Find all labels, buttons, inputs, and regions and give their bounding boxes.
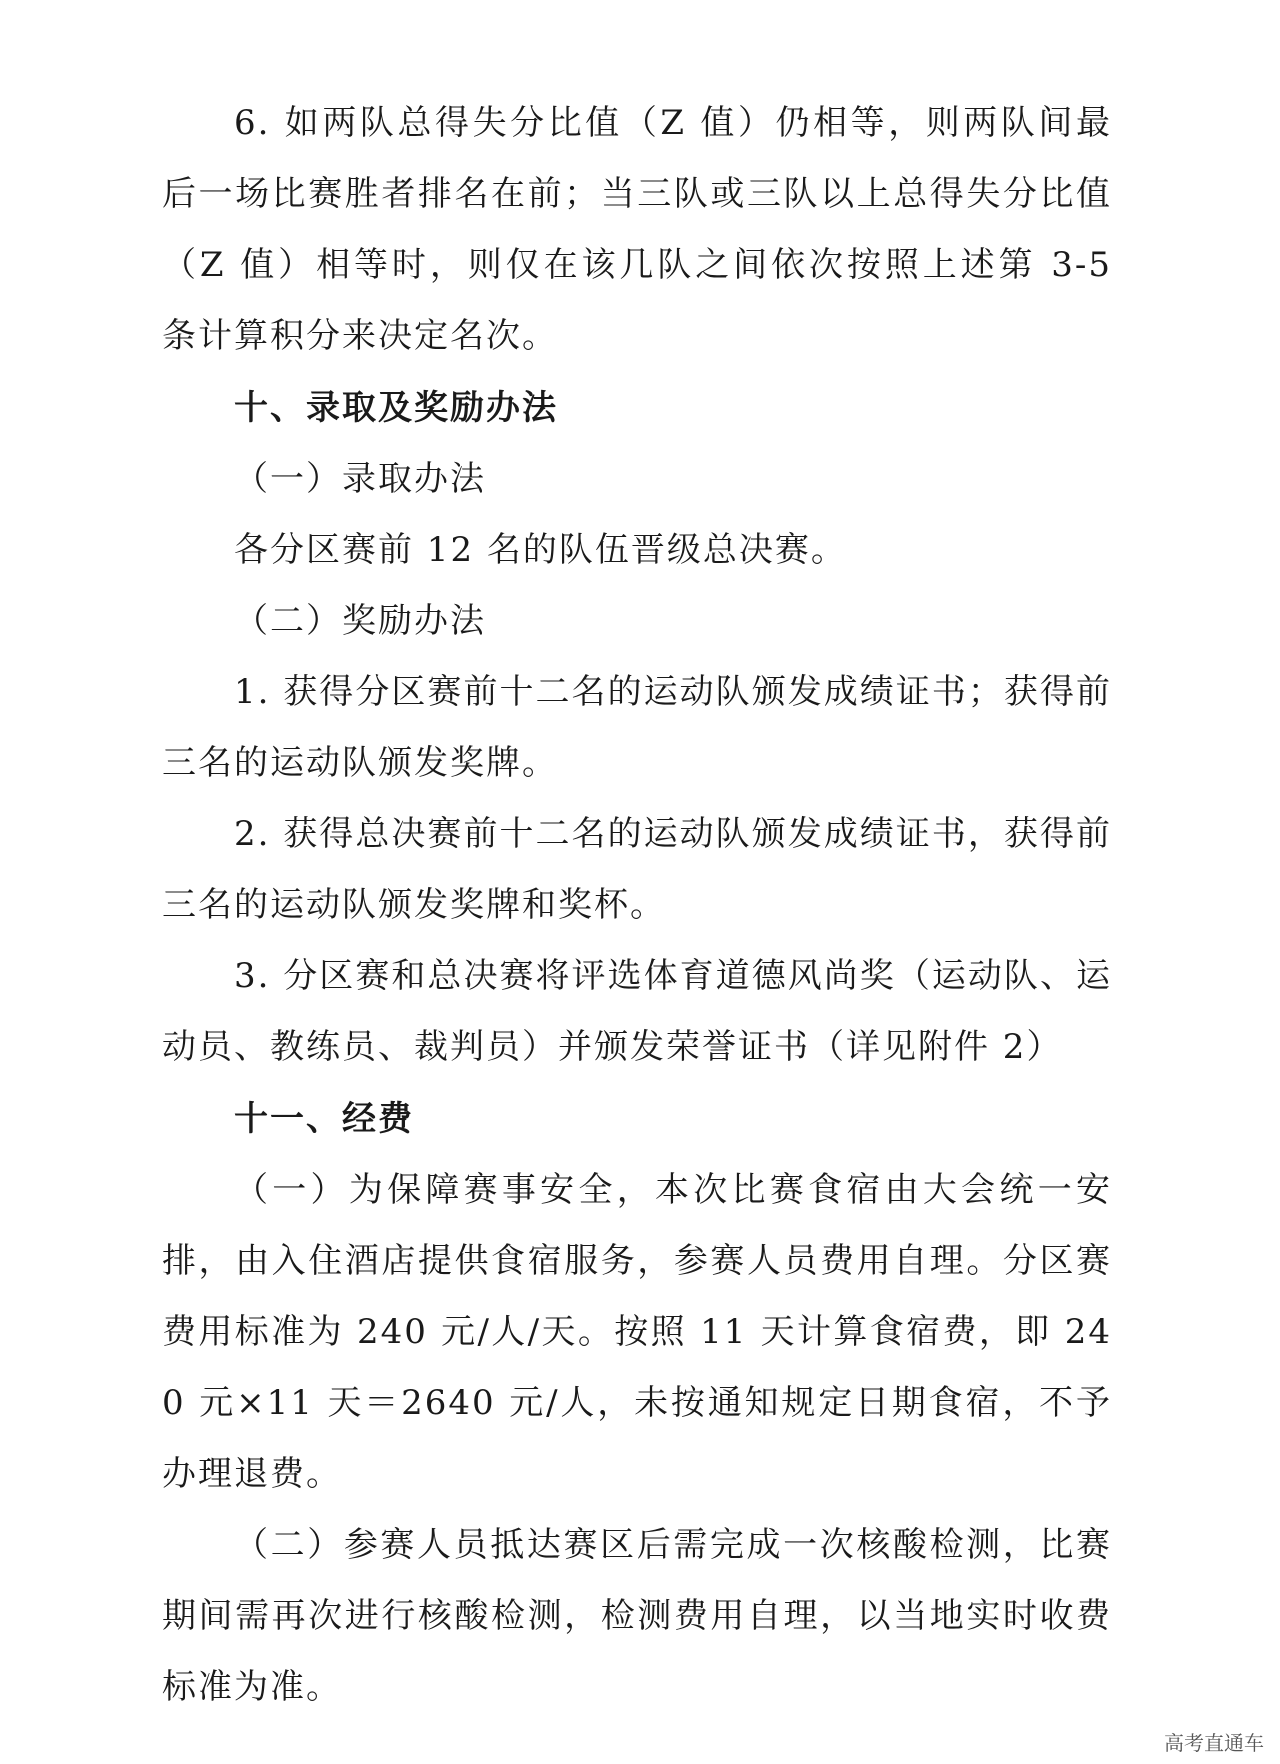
section-heading-11: 十一、经费 — [234, 1099, 414, 1139]
subheading-awards: （二）奖励办法 — [234, 601, 486, 641]
watermark-text: 高考直通车 — [1164, 1731, 1264, 1755]
paragraph-award-2: 2. 获得总决赛前十二名的运动队颁发成绩证书，获得前三名的运动队颁发奖牌和奖杯。 — [162, 814, 1112, 925]
paragraph-award-1: 1. 获得分区赛前十二名的运动队颁发成绩证书；获得前三名的运动队颁发奖牌。 — [162, 672, 1112, 783]
paragraph-award-3: 3. 分区赛和总决赛将评选体育道德风尚奖（运动队、运动员、教练员、裁判员）并颁发荣誉证书（详见附件 2） — [162, 956, 1112, 1067]
paragraph-fees-1: （一）为保障赛事安全，本次比赛食宿由大会统一安排，由入住酒店提供食宿服务，参赛人员费用自理。分区赛费用标准为 240 元/人/天。按照 11 天计算食宿费，即 240 元×11 天＝2640 元/人，未按通知规定日期食宿，不予办理退费。 — [162, 1170, 1112, 1494]
section-heading-10: 十、录取及奖励办法 — [234, 388, 558, 428]
paragraph-rule-6: 6. 如两队总得失分比值（Z 值）仍相等，则两队间最后一场比赛胜者排名在前；当三队或三队以上总得失分比值（Z 值）相等时，则仅在该几队之间依次按照上述第 3-5 条计算积分来决定名次。 — [162, 103, 1112, 356]
paragraph-fees-2: （二）参赛人员抵达赛区后需完成一次核酸检测，比赛期间需再次进行核酸检测，检测费用自理，以当地实时收费标准为准。 — [162, 1525, 1112, 1707]
subheading-admission: （一）录取办法 — [234, 459, 486, 499]
document-page — [162, 88, 1112, 1723]
paragraph-admission: 各分区赛前 12 名的队伍晋级总决赛。 — [234, 530, 847, 570]
